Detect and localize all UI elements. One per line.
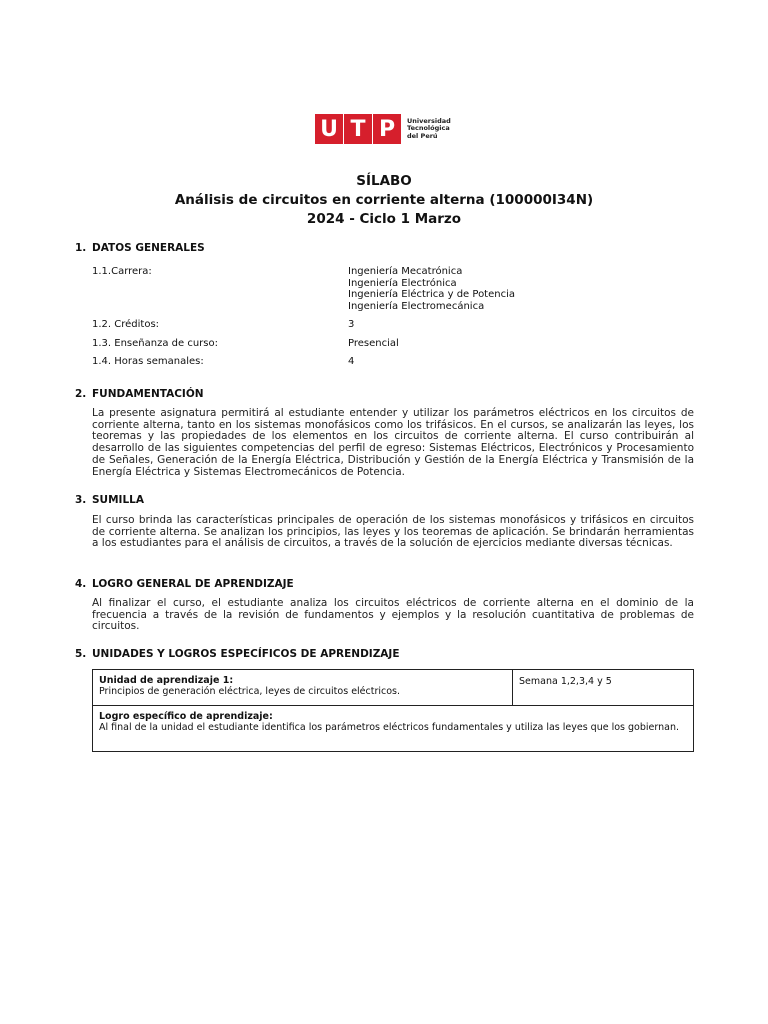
unit-logro-title: Logro específico de aprendizaje:	[99, 711, 273, 722]
section-heading-fundamentacion	[75, 388, 204, 400]
horas-value: 4	[348, 356, 355, 367]
section-number: 4.	[75, 578, 87, 590]
unit-title: Unidad de aprendizaje 1:	[99, 675, 234, 686]
ensenanza-label: 1.3. Enseñanza de curso:	[92, 338, 218, 349]
section-heading-sumilla	[75, 494, 144, 506]
sumilla-paragraph: El curso brinda las características principales de operación de los sistemas monofásicos y trifásicos en circuitos de corriente alterna. Se analizan los principios, las leyes y los teoremas de aplicación. Se brindarán herramientas a los estudiantes para el análisis de circuitos, a través de la solución de ejercicios mediante diversas técnicas.	[92, 514, 694, 550]
logo-letter-p: P	[373, 114, 401, 144]
title-cycle: 2024 - Ciclo 1 Marzo	[306, 211, 462, 227]
section-title: SUMILLA	[92, 494, 144, 506]
section-number: 5.	[75, 648, 87, 660]
section-title: UNIDADES Y LOGROS ESPECÍFICOS DE APRENDIZAJE	[92, 648, 400, 660]
unit-table	[92, 669, 694, 752]
logo-text-line-2: Tecnológica	[407, 124, 450, 133]
section-title: LOGRO GENERAL DE APRENDIZAJE	[92, 578, 294, 590]
section-heading-logro-general	[75, 578, 294, 590]
unit-cell	[93, 670, 513, 706]
carrera-values	[348, 266, 515, 312]
section-number: 1.	[75, 242, 87, 254]
title-silabo: SÍLABO	[356, 173, 412, 189]
horas-label: 1.4. Horas semanales:	[92, 356, 204, 367]
creditos-label: 1.2. Créditos:	[92, 319, 160, 330]
logro-general-paragraph: Al finalizar el curso, el estudiante analiza los circuitos eléctricos de corriente alterna en el dominio de la frecuencia a través de la revisión de fundamentos y ejemplos y la resolución cuantitativa de problemas de circuitos.	[92, 597, 694, 633]
unit-logro-description: Al final de la unidad el estudiante identifica los parámetros eléctricos fundamentales y utiliza las leyes que los gobiernan.	[99, 722, 679, 733]
carrera-value: Ingeniería Electrónica	[348, 277, 457, 289]
carrera-value: Ingeniería Mecatrónica	[348, 266, 463, 277]
unit-description: Principios de generación eléctrica, leyes de circuitos eléctricos.	[99, 686, 401, 697]
section-number: 2.	[75, 388, 87, 400]
section-number: 3.	[75, 494, 87, 506]
logo-text	[407, 118, 451, 141]
logo-text-line-3: del Perú	[407, 131, 438, 140]
logo-letter-t: T	[344, 114, 372, 144]
carrera-value: Ingeniería Eléctrica y de Potencia	[348, 289, 515, 300]
section-title: FUNDAMENTACIÓN	[92, 388, 204, 400]
carrera-label: 1.1.Carrera:	[92, 266, 152, 277]
fundamentacion-paragraph: La presente asignatura permitirá al estudiante entender y utilizar los parámetros eléctricos en los circuitos de corriente alterna, tanto en los sistemas monofásicos como los trifásicos. En el cursos, se analizarán las leyes, los teoremas y las propiedades de los elementos en los circuitos de corriente alterna. El curso contribuirán al desarrollo de las siguientes competencias del perfil de egreso: Sistemas Eléctricos, Electrónicos y Procesamiento de Señales, Generación de la Energía Eléctrica, Distribución y Gestión de la Energía Eléctrica y Transmisión de la Energía Eléctrica y Sistemas Electromecánicos de Potencia.	[92, 407, 694, 478]
logo-text-line-1: Universidad	[407, 116, 451, 125]
unit-logro-cell	[93, 706, 693, 751]
utp-logo	[315, 114, 451, 144]
section-heading-datos-generales	[75, 242, 205, 254]
section-title: DATOS GENERALES	[92, 242, 205, 254]
ensenanza-value: Presencial	[348, 338, 399, 349]
unit-weeks: Semana 1,2,3,4 y 5	[513, 670, 693, 706]
carrera-value: Ingeniería Electromecánica	[348, 300, 485, 312]
creditos-value: 3	[348, 319, 355, 330]
title-course: Análisis de circuitos en corriente alterna (100000I34N)	[174, 192, 594, 208]
document-title	[0, 172, 768, 229]
section-heading-unidades	[75, 648, 400, 660]
logo-letter-u: U	[315, 114, 343, 144]
